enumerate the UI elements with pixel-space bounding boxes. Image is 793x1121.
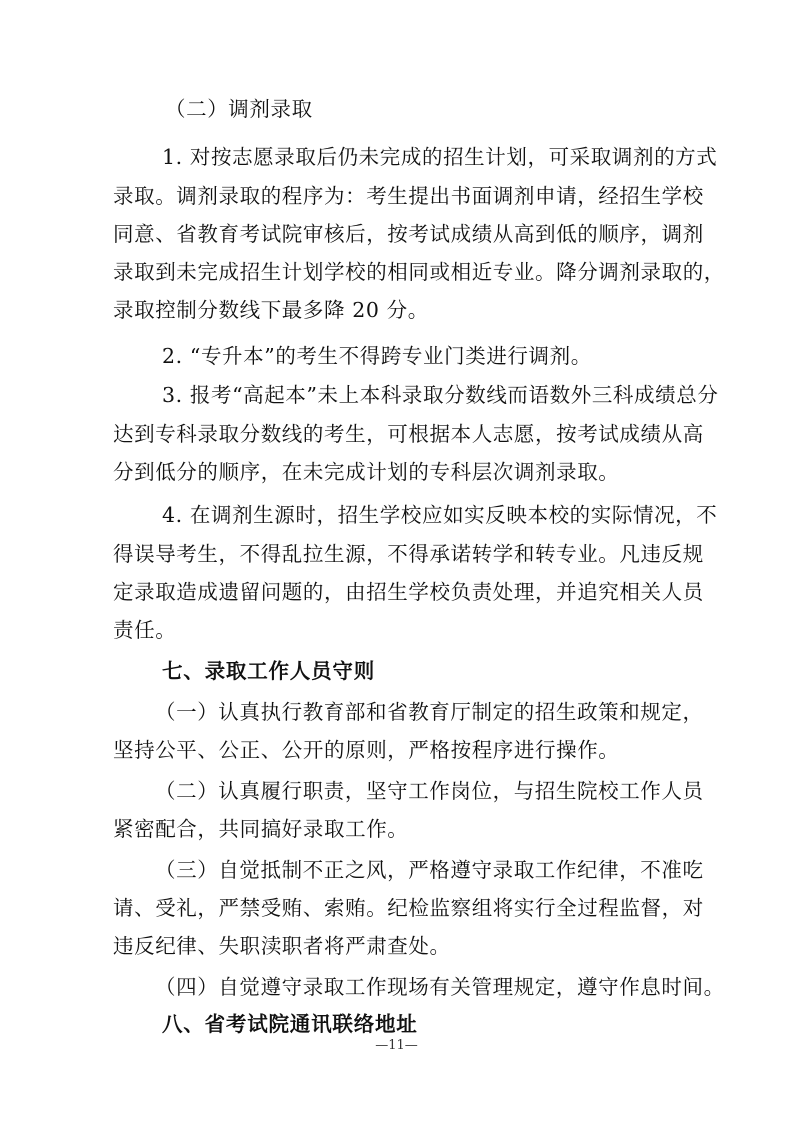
paragraph-1-line-1: 1. 对按志愿录取后仍未完成的招生计划，可采取调剂的方式 [162, 145, 718, 169]
section-7-heading: 七、录取工作人员守则 [162, 659, 375, 683]
paragraph-1-line-2: 录取。调剂录取的程序为：考生提出书面调剂申请，经招生学校 [113, 184, 704, 208]
paragraph-3-line-1: 3. 报考“高起本”未上本科录取分数线而语数外三科成绩总分 [162, 383, 719, 407]
rule-1-line-2: 坚持公平、公正、公开的原则，严格按程序进行操作。 [113, 738, 620, 762]
paragraph-1-line-4: 录取到未完成招生计划学校的相同或相近专业。降分调剂录取的， [113, 260, 725, 284]
paragraph-4-line-1: 4. 在调剂生源时，招生学校应如实反映本校的实际情况，不 [162, 503, 718, 527]
section-8-heading: 八、省考试院通讯联络地址 [162, 1012, 418, 1036]
rule-4-line-1: （四）自觉遵守录取工作现场有关管理规定，遵守作息时间。 [155, 975, 725, 999]
page-number: —11— [375, 1038, 418, 1053]
paragraph-4-line-4: 责任。 [113, 618, 177, 642]
paragraph-3-line-3: 分到低分的顺序，在未完成计划的专科层次调剂录取。 [113, 460, 620, 484]
paragraph-4-line-2: 得误导考生，不得乱拉生源，不得承诺转学和转专业。凡违反规 [113, 542, 704, 566]
paragraph-1-line-5: 录取控制分数线下最多降 20 分。 [113, 298, 429, 322]
paragraph-4-line-3: 定录取造成遗留问题的，由招生学校负责处理，并追究相关人员 [113, 580, 704, 604]
paragraph-2-line-1: 2. “专升本”的考生不得跨专业门类进行调剂。 [162, 344, 592, 368]
rule-2-line-1: （二）认真履行职责，坚守工作岗位，与招生院校工作人员 [155, 779, 704, 803]
paragraph-3-line-2: 达到专科录取分数线的考生，可根据本人志愿，按考试成绩从高 [113, 422, 704, 446]
rule-2-line-2: 紧密配合，共同搞好录取工作。 [113, 817, 409, 841]
heading-adjustment-admission: （二）调剂录取 [165, 97, 313, 121]
paragraph-1-line-3: 同意、省教育考试院审核后，按考试成绩从高到低的顺序，调剂 [113, 222, 704, 246]
rule-3-line-3: 违反纪律、失职渎职者将严肃查处。 [113, 934, 451, 958]
rule-1-line-1: （一）认真执行教育部和省教育厅制定的招生政策和规定， [155, 700, 704, 724]
rule-3-line-1: （三）自觉抵制不正之风，严格遵守录取工作纪律，不准吃 [155, 858, 704, 882]
rule-3-line-2: 请、受礼，严禁受贿、索贿。纪检监察组将实行全过程监督，对 [113, 896, 704, 920]
